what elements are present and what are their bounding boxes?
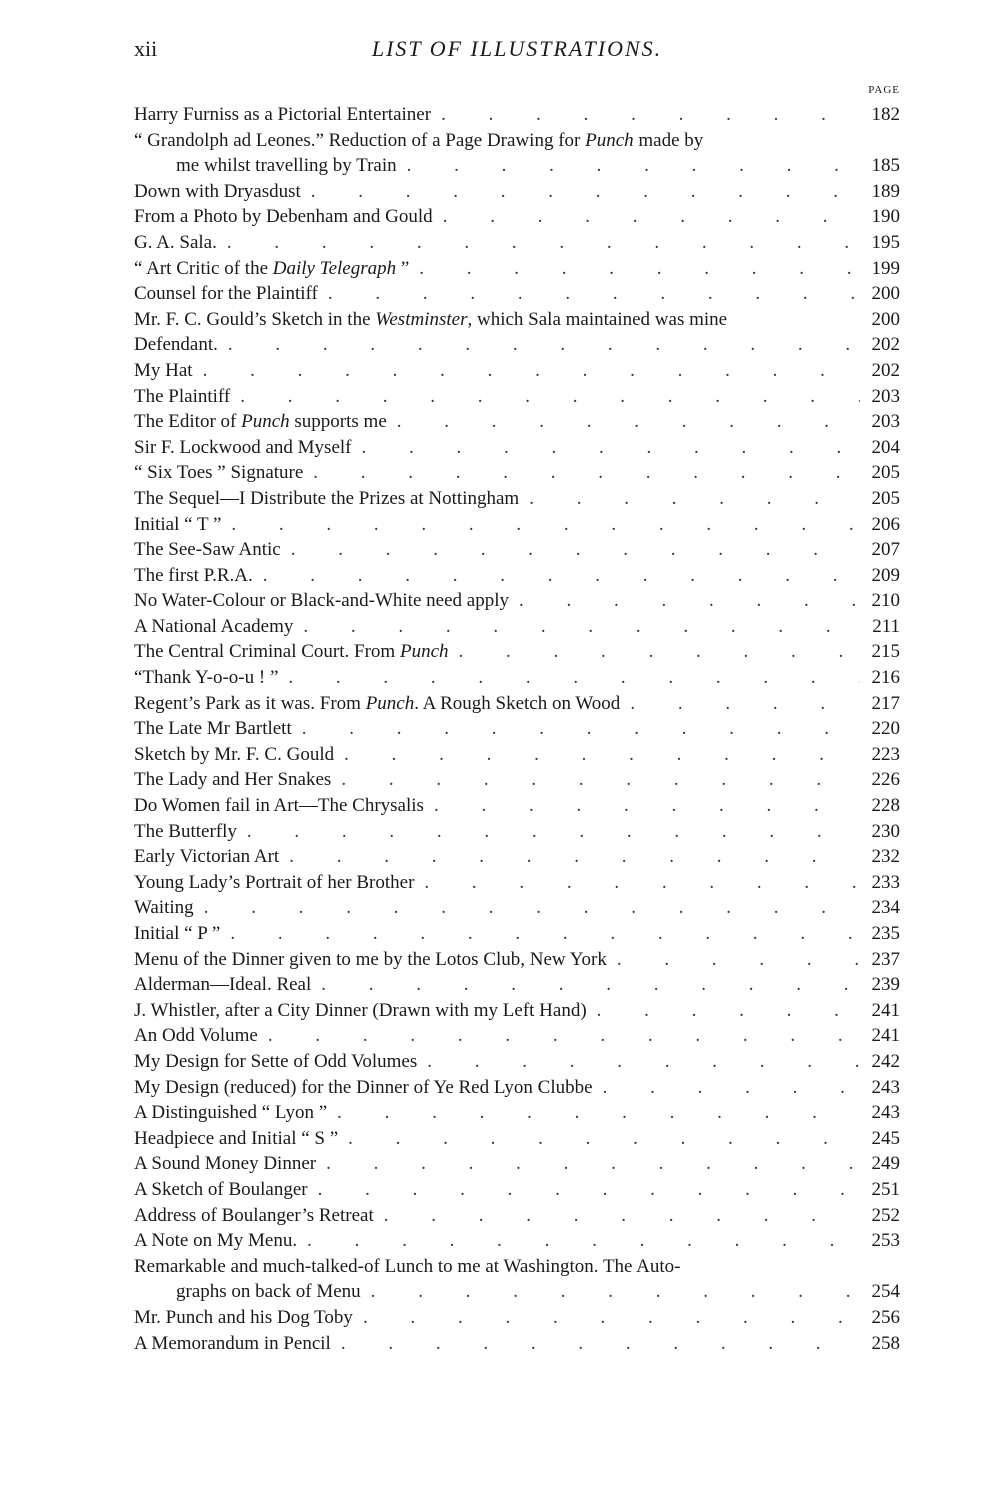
entry-page: 239 <box>871 974 900 996</box>
dot-leader <box>227 230 860 256</box>
list-item <box>134 665 900 691</box>
entry-title <box>134 435 352 461</box>
entry-title <box>134 614 293 640</box>
dot-leader <box>603 1075 860 1101</box>
entry-page: 249 <box>871 1153 900 1175</box>
entry-title <box>134 1331 331 1357</box>
entry-title <box>134 384 230 410</box>
entry-page: 252 <box>871 1204 900 1226</box>
list-item <box>134 921 900 947</box>
entry-text: A Sketch of Boulanger <box>134 1178 308 1200</box>
entry-text: The Butterfly <box>134 820 237 842</box>
entry-page: 242 <box>871 1050 900 1072</box>
entry-page: 251 <box>871 1178 900 1200</box>
entry-text: The Sequel—I Distribute the Prizes at Nottingham <box>134 487 520 509</box>
entry-page: 254 <box>871 1281 900 1303</box>
list-item <box>134 409 900 435</box>
entry-page: 220 <box>871 718 900 740</box>
dot-leader <box>263 563 860 589</box>
dot-leader <box>288 665 860 691</box>
entry-text-after: made by <box>633 129 704 151</box>
list-item <box>134 281 900 307</box>
list-item <box>134 230 900 256</box>
dot-leader <box>228 332 860 358</box>
list-item <box>134 384 900 410</box>
entry-text: Initial “ T ” <box>134 513 222 535</box>
entry-text: A Note on My Menu. <box>134 1230 298 1252</box>
list-item <box>134 588 900 614</box>
entry-page: 215 <box>871 641 900 663</box>
dot-leader <box>630 691 860 717</box>
entry-page: 253 <box>871 1230 900 1252</box>
list-item <box>134 128 900 154</box>
entry-page: 232 <box>871 846 900 868</box>
entry-title <box>134 716 292 742</box>
list-item <box>134 1126 900 1152</box>
entry-page: 195 <box>871 231 900 253</box>
entry-page: 223 <box>871 743 900 765</box>
entry-text: Regent’s Park as it was. From <box>134 692 366 714</box>
dot-leader <box>441 102 860 128</box>
entry-title <box>134 1177 308 1203</box>
dot-leader <box>397 409 860 435</box>
entry-title <box>134 665 278 691</box>
list-item <box>134 486 900 512</box>
list-item <box>134 639 900 665</box>
dot-leader <box>341 767 860 793</box>
dot-leader <box>617 947 860 973</box>
entry-text: From a Photo by Debenham and Gould <box>134 206 433 228</box>
entry-page: 204 <box>871 436 900 458</box>
entry-title <box>134 1228 297 1254</box>
entry-text: Sir F. Lockwood and Myself <box>134 436 352 458</box>
list-item <box>134 358 900 384</box>
entry-title <box>134 460 303 486</box>
dot-leader <box>362 435 861 461</box>
entry-page: 200 <box>871 283 900 305</box>
entry-text: The Central Criminal Court. From <box>134 641 400 663</box>
entry-page: 205 <box>871 487 900 509</box>
list-item <box>134 844 900 870</box>
entry-title <box>134 1151 316 1177</box>
entry-title <box>134 895 194 921</box>
illustrations-list <box>134 102 900 1356</box>
entry-text: A Memorandum in Pencil <box>134 1332 331 1354</box>
page-column-label: PAGE <box>868 84 900 96</box>
entry-text: The Late Mr Bartlett <box>134 718 292 740</box>
entry-text: Headpiece and Initial “ S ” <box>134 1127 339 1149</box>
list-item <box>134 819 900 845</box>
list-item <box>134 742 900 768</box>
dot-leader <box>384 1203 860 1229</box>
entry-text: The Editor of <box>134 411 242 433</box>
entry-text: Menu of the Dinner given to me by the Lotos Club, New York <box>134 948 607 970</box>
entry-page: 199 <box>871 257 900 279</box>
dot-leader <box>247 819 860 845</box>
list-item <box>134 870 900 896</box>
dot-leader <box>231 512 860 538</box>
entry-text: “ Six Toes ” Signature <box>134 462 304 484</box>
dot-leader <box>303 614 860 640</box>
list-item <box>134 563 900 589</box>
dot-leader <box>371 1279 860 1305</box>
entry-title <box>134 691 620 717</box>
entry-text-after: . A Rough Sketch on Wood <box>414 692 621 714</box>
entry-page: 217 <box>871 692 900 714</box>
entry-page: 241 <box>871 1025 900 1047</box>
entry-title <box>134 1254 681 1280</box>
list-item <box>134 947 900 973</box>
entry-text: Alderman—Ideal. Real <box>134 974 312 996</box>
entry-title <box>134 1075 593 1101</box>
entry-title <box>134 409 387 435</box>
entry-page: 243 <box>871 1102 900 1124</box>
entry-page: 230 <box>871 820 900 842</box>
list-item <box>134 204 900 230</box>
dot-leader <box>434 793 860 819</box>
entry-page: 185 <box>871 155 900 177</box>
entry-page: 258 <box>871 1332 900 1354</box>
dot-leader <box>289 844 860 870</box>
entry-title <box>134 870 414 896</box>
entry-page: 245 <box>871 1127 900 1149</box>
dot-leader <box>326 1151 860 1177</box>
entry-title <box>134 998 587 1024</box>
entry-text: Early Victorian Art <box>134 846 280 868</box>
entry-page: 234 <box>871 897 900 919</box>
entry-italic: Daily Telegraph <box>272 257 397 279</box>
entry-text: Address of Boulanger’s Retreat <box>134 1204 374 1226</box>
entry-title <box>134 537 281 563</box>
entry-title <box>134 767 331 793</box>
list-item <box>134 998 900 1024</box>
dot-leader <box>419 256 860 282</box>
entry-text: Mr. Punch and his Dog Toby <box>134 1306 353 1328</box>
list-item-continuation <box>134 153 900 179</box>
list-item <box>134 895 900 921</box>
entry-page: 216 <box>871 667 900 689</box>
entry-page: 233 <box>871 871 900 893</box>
entry-text: “Thank Y-o-o-u ! ” <box>134 667 279 689</box>
entry-title <box>134 742 334 768</box>
entry-page: 243 <box>871 1076 900 1098</box>
entry-text: My Design for Sette of Odd Volumes <box>134 1050 418 1072</box>
entry-title <box>134 921 220 947</box>
list-item <box>134 537 900 563</box>
dot-leader <box>291 537 860 563</box>
entry-text: A National Academy <box>134 615 294 637</box>
dot-leader <box>424 870 860 896</box>
entry-title <box>134 486 519 512</box>
entry-title <box>134 639 449 665</box>
entry-text: Mr. F. C. Gould’s Sketch in the <box>134 308 376 330</box>
entry-page: 235 <box>871 923 900 944</box>
dot-leader <box>268 1023 860 1049</box>
entry-title <box>134 230 217 256</box>
list-item <box>134 767 900 793</box>
entry-text: “ Art Critic of the <box>134 257 273 279</box>
entry-text: No Water-Colour or Black-and-White need apply <box>134 590 509 612</box>
dot-leader <box>321 972 860 998</box>
entry-text: The See-Saw Antic <box>134 539 281 561</box>
list-item <box>134 691 900 717</box>
dot-leader <box>348 1126 860 1152</box>
dot-leader <box>519 588 860 614</box>
list-item <box>134 307 900 333</box>
entry-title <box>134 204 433 230</box>
dot-leader <box>363 1305 860 1331</box>
list-item <box>134 1151 900 1177</box>
dot-leader <box>341 1331 860 1357</box>
entry-text: Waiting <box>134 897 194 919</box>
entry-page: 203 <box>871 411 900 433</box>
dot-leader <box>311 179 860 205</box>
entry-title <box>134 972 311 998</box>
entry-page: 256 <box>871 1306 900 1328</box>
entry-title <box>134 102 431 128</box>
entry-text: J. Whistler, after a City Dinner (Drawn with my Left Hand) <box>134 999 587 1021</box>
entry-text-after: , which Sala maintained was mine <box>467 308 728 330</box>
list-item <box>134 179 900 205</box>
entry-text: Down with Dryasdust <box>134 180 301 202</box>
entry-title <box>134 281 318 307</box>
dot-leader <box>302 716 860 742</box>
entry-title <box>134 1305 353 1331</box>
list-item <box>134 1177 900 1203</box>
entry-title <box>134 512 221 538</box>
entry-title <box>134 256 409 282</box>
entry-page: 237 <box>871 948 900 970</box>
entry-page: 210 <box>871 590 900 612</box>
entry-text: Defendant. <box>134 334 218 356</box>
list-item <box>134 1331 900 1357</box>
list-item <box>134 332 900 358</box>
entry-italic: Punch <box>365 692 415 714</box>
entry-text-after: supports me <box>289 411 387 433</box>
list-item-continuation <box>134 1279 900 1305</box>
list-item <box>134 1228 900 1254</box>
entry-text: Harry Furniss as a Pictorial Entertainer <box>134 104 432 125</box>
dot-leader <box>407 153 860 179</box>
entry-text: Initial “ P ” <box>134 923 221 944</box>
dot-leader <box>344 742 860 768</box>
entry-text: The Plaintiff <box>134 385 231 407</box>
entry-title <box>134 332 218 358</box>
dot-leader <box>204 895 860 921</box>
entry-page: 209 <box>871 564 900 586</box>
entry-title <box>134 1126 338 1152</box>
list-item <box>134 1203 900 1229</box>
entry-page: 228 <box>871 795 900 817</box>
entry-page: 200 <box>871 308 900 330</box>
entry-text: Sketch by Mr. F. C. Gould <box>134 743 335 765</box>
entry-text: My Hat <box>134 359 193 381</box>
entry-text-after: ” <box>396 257 410 279</box>
entry-text: G. A. Sala. <box>134 231 217 253</box>
entry-italic: Punch <box>241 411 290 433</box>
entry-title <box>134 793 424 819</box>
dot-leader <box>529 486 860 512</box>
entry-title <box>134 307 727 333</box>
page-number: xii <box>134 36 158 61</box>
entry-text: The first P.R.A. <box>134 564 253 586</box>
entry-title <box>134 947 607 973</box>
page-title: LIST OF ILLUSTRATIONS. <box>371 36 663 61</box>
entry-page: 190 <box>871 206 900 228</box>
list-item <box>134 614 900 640</box>
entry-page: 205 <box>871 462 900 484</box>
entry-text: Young Lady’s Portrait of her Brother <box>134 871 415 893</box>
entry-text: Do Women fail in Art—The Chrysalis <box>134 795 424 817</box>
list-item <box>134 460 900 486</box>
entry-title <box>134 1203 374 1229</box>
entry-text: Remarkable and much-talked-of Lunch to me at Washington. The Auto- <box>134 1255 681 1277</box>
entry-title <box>134 1049 417 1075</box>
dot-leader <box>240 384 860 410</box>
list-item <box>134 972 900 998</box>
entry-page: 241 <box>871 999 900 1021</box>
entry-page: 206 <box>871 513 900 535</box>
dot-leader <box>318 1177 860 1203</box>
dot-leader <box>203 358 860 384</box>
list-item <box>134 102 900 128</box>
dot-leader <box>328 281 860 307</box>
entry-title <box>134 128 703 154</box>
entry-page: 182 <box>871 104 900 125</box>
entry-title <box>134 1023 258 1049</box>
dot-leader <box>597 998 860 1024</box>
entry-page: 189 <box>871 180 900 202</box>
entry-page: 202 <box>871 334 900 356</box>
dot-leader <box>459 639 860 665</box>
dot-leader <box>313 460 860 486</box>
entry-page: 203 <box>871 385 900 407</box>
entry-text: “ Grandolph ad Leones.” Reduction of a Page Drawing for <box>134 129 586 151</box>
entry-italic: Punch <box>585 129 634 151</box>
list-item <box>134 1254 900 1280</box>
entry-title <box>134 819 237 845</box>
entry-continuation: me whilst travelling by Train <box>176 155 397 177</box>
entry-page: 207 <box>871 539 900 561</box>
list-item <box>134 716 900 742</box>
entry-page: 211 <box>872 615 900 637</box>
entry-title <box>134 588 509 614</box>
dot-leader <box>230 921 860 947</box>
entry-text: An Odd Volume <box>134 1025 258 1047</box>
entry-title <box>134 1100 327 1126</box>
list-item <box>134 1049 900 1075</box>
entry-italic: Westminster <box>375 308 468 330</box>
dot-leader <box>443 204 860 230</box>
list-item <box>134 435 900 461</box>
entry-text: A Distinguished “ Lyon ” <box>134 1102 328 1124</box>
entry-title <box>134 563 253 589</box>
list-item <box>134 1100 900 1126</box>
entry-title <box>134 179 301 205</box>
dot-leader <box>337 1100 860 1126</box>
dot-leader <box>307 1228 860 1254</box>
entry-continuation: graphs on back of Menu <box>176 1281 361 1303</box>
entry-text: The Lady and Her Snakes <box>134 769 332 791</box>
entry-page: 202 <box>871 359 900 381</box>
list-item <box>134 1075 900 1101</box>
entry-text: My Design (reduced) for the Dinner of Ye Red Lyon Clubbe <box>134 1076 593 1098</box>
running-head <box>134 36 900 70</box>
entry-text: A Sound Money Dinner <box>134 1153 317 1175</box>
entry-text: Counsel for the Plaintiff <box>134 283 318 305</box>
list-item <box>134 1305 900 1331</box>
dot-leader <box>427 1049 860 1075</box>
entry-italic: Punch <box>399 641 449 663</box>
list-item <box>134 793 900 819</box>
entry-title <box>134 358 193 384</box>
entry-page: 226 <box>871 769 900 791</box>
entry-title <box>134 844 279 870</box>
list-item <box>134 1023 900 1049</box>
list-item <box>134 256 900 282</box>
list-item <box>134 512 900 538</box>
